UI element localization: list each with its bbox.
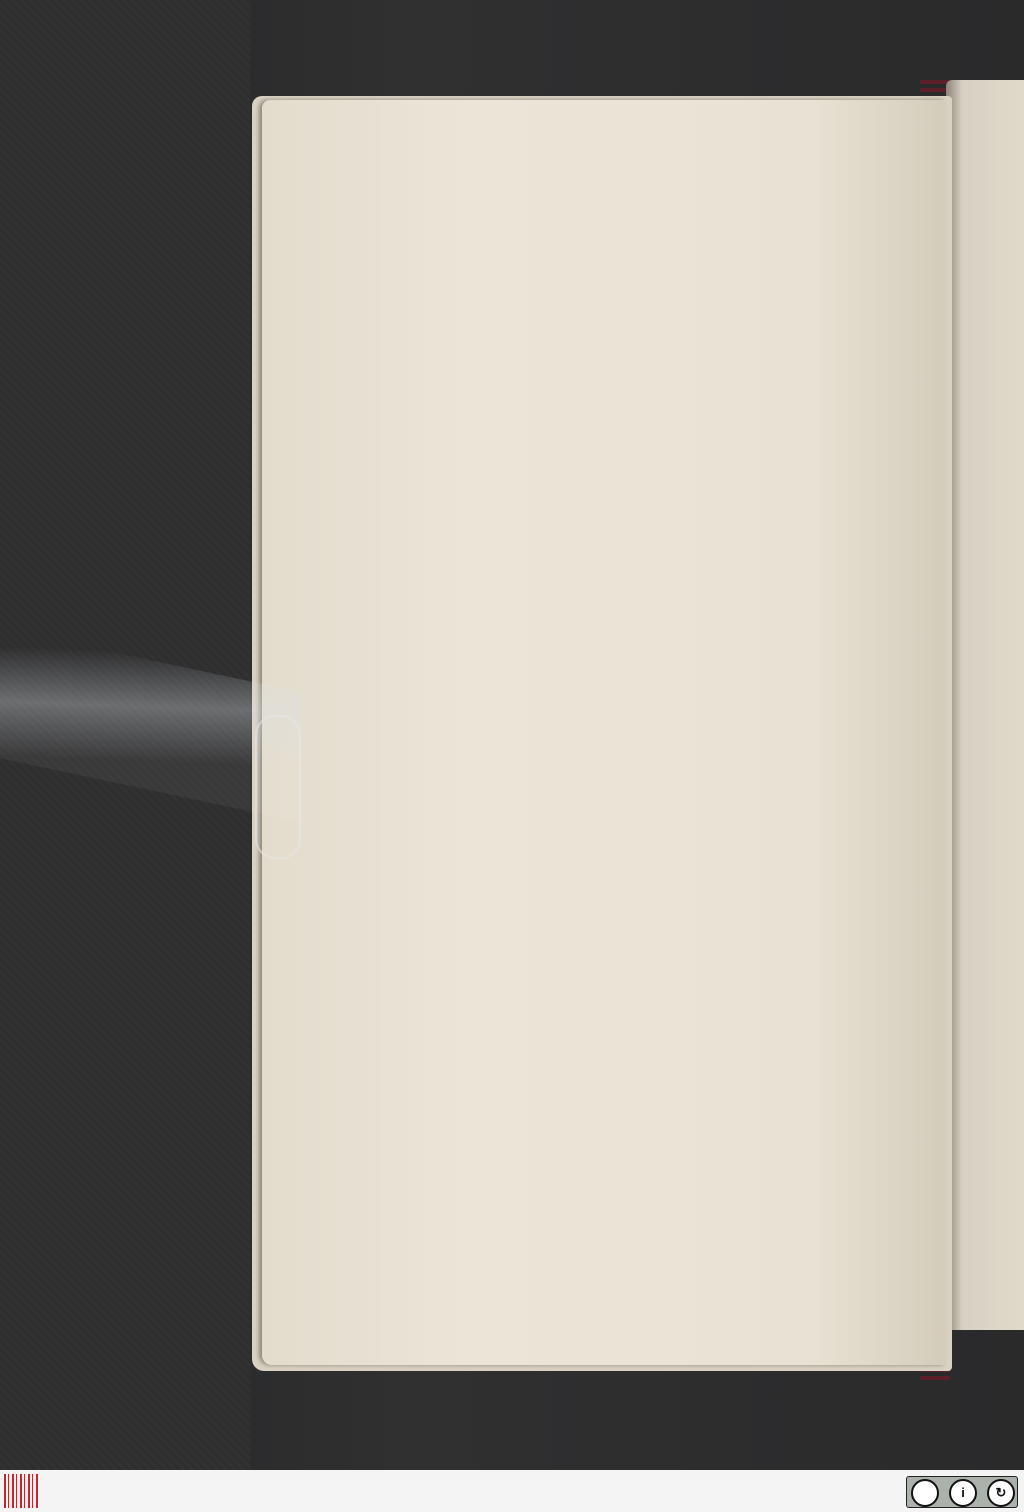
cc-license-badge[interactable] — [906, 1476, 1018, 1508]
footer-bar — [0, 1470, 1024, 1512]
by-icon: i — [949, 1479, 977, 1507]
book-page — [262, 100, 946, 1365]
sa-icon: ↻ — [987, 1479, 1015, 1507]
cc-icon — [911, 1479, 939, 1507]
hab-logo-icon — [4, 1474, 38, 1508]
glass-edge-reflection — [255, 715, 301, 859]
facing-page — [946, 80, 1024, 1330]
